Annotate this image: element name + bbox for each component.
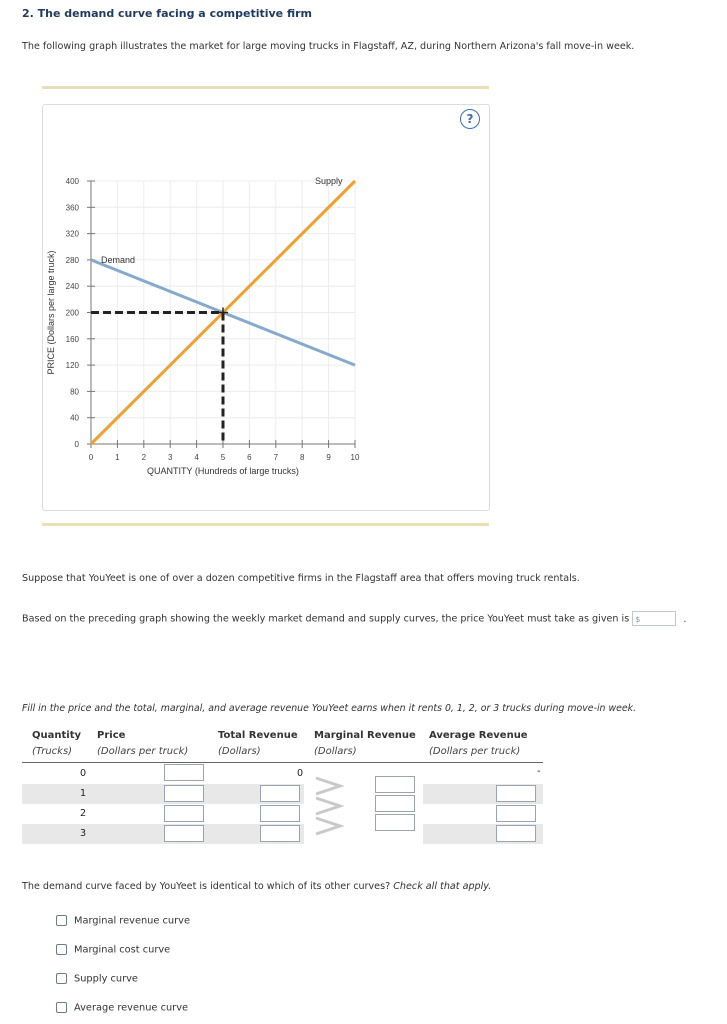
x-tick-label: 2: [141, 453, 147, 462]
y-tick-label: 360: [65, 203, 79, 213]
y-tick-label: 240: [65, 282, 79, 292]
checkbox[interactable]: [56, 915, 67, 926]
header-quantity: Quantity: [32, 730, 81, 741]
checkbox[interactable]: [56, 944, 67, 955]
x-tick-label: 10: [350, 453, 360, 462]
x-tick-label: 3: [167, 453, 173, 462]
option-supply-curve[interactable]: [56, 973, 138, 985]
chevron-right-icon: [316, 818, 340, 834]
divider-bottom: [42, 523, 489, 526]
total-revenue-input-1[interactable]: [260, 785, 300, 802]
y-tick-label: 0: [74, 440, 79, 449]
y-axis-label: PRICE (Dollars per large truck): [46, 250, 56, 375]
curve-question-hint: Check all that apply.: [393, 881, 492, 892]
chevron-right-icon: [316, 798, 340, 814]
y-tick-label: 320: [65, 229, 79, 239]
header-divider: [22, 762, 543, 763]
total-revenue-0: 0: [297, 768, 304, 779]
intro-text: The following graph illustrates the market for large moving trucks in Flagstaff, AZ, during Northern Arizona's fall move-in week.: [22, 41, 635, 52]
checkbox[interactable]: [56, 1002, 67, 1013]
y-tick-label: 40: [70, 413, 79, 423]
option-label: Average revenue curve: [74, 1002, 189, 1014]
curve-question-text: The demand curve faced by YouYeet is identical to which of its other curves?: [22, 881, 391, 892]
revenue-table: [22, 728, 543, 846]
option-marginal-revenue[interactable]: [56, 915, 190, 927]
marginal-revenue-input-1[interactable]: [375, 776, 415, 793]
header-quantity-unit: (Trucks): [32, 746, 73, 757]
checkbox[interactable]: [56, 973, 67, 984]
header-total-revenue: Total Revenue: [218, 730, 298, 741]
y-tick-label: 120: [65, 361, 79, 371]
price-question-end: .: [683, 613, 687, 625]
x-tick-label: 4: [194, 453, 199, 462]
header-average-revenue-unit: (Dollars per truck): [429, 746, 521, 757]
option-label: Supply curve: [74, 973, 138, 985]
price-input-3[interactable]: [164, 825, 204, 842]
x-tick-label: 8: [299, 453, 305, 462]
marginal-revenue-input-2[interactable]: [375, 795, 415, 812]
firm-description: Suppose that YouYeet is one of over a dozen competitive firms in the Flagstaff area that offers moving truck rentals.: [22, 573, 580, 584]
quantity-1: 1: [80, 788, 87, 799]
divider-top: [42, 86, 489, 89]
average-revenue-input-1[interactable]: [496, 785, 536, 802]
y-tick-label: 80: [70, 387, 79, 397]
chevron-right-icon: [316, 778, 340, 794]
quantity-2: 2: [80, 808, 87, 819]
marginal-revenue-arrows: [314, 776, 344, 836]
x-tick-label: 6: [247, 453, 252, 462]
average-revenue-input-3[interactable]: [496, 825, 536, 842]
y-tick-label: 280: [65, 255, 79, 265]
supply-label: Supply: [315, 176, 343, 186]
option-marginal-cost[interactable]: [56, 944, 170, 956]
price-input[interactable]: $: [632, 611, 676, 626]
header-price-unit: (Dollars per truck): [97, 746, 189, 757]
question-title: 2. The demand curve facing a competitive firm: [22, 7, 312, 20]
help-icon[interactable]: ?: [460, 109, 480, 129]
supply-demand-chart: [42, 104, 488, 509]
option-label: Marginal revenue curve: [74, 915, 190, 927]
marginal-revenue-input-3[interactable]: [375, 814, 415, 831]
header-price: Price: [97, 730, 126, 741]
header-average-revenue: Average Revenue: [429, 730, 528, 741]
y-tick-label: 400: [65, 177, 79, 186]
option-average-revenue[interactable]: [56, 1002, 188, 1014]
header-marginal-revenue: Marginal Revenue: [314, 730, 416, 741]
x-tick-label: 9: [326, 453, 331, 462]
price-input-2[interactable]: [164, 805, 204, 822]
demand-label: Demand: [101, 254, 136, 265]
price-question: [22, 611, 686, 626]
x-tick-label: 1: [115, 453, 120, 462]
price-input-1[interactable]: [164, 785, 204, 802]
x-tick-label: 5: [220, 453, 226, 462]
y-tick-label: 160: [65, 334, 79, 344]
quantity-3: 3: [80, 828, 87, 839]
option-label: Marginal cost curve: [74, 944, 171, 956]
quantity-0: 0: [80, 768, 87, 779]
header-marginal-revenue-unit: (Dollars): [314, 746, 357, 757]
x-tick-label: 7: [273, 453, 279, 462]
price-question-text: Based on the preceding graph showing the weekly market demand and supply curves, the price YouYeet must take as given is: [22, 613, 630, 625]
average-revenue-0: -: [537, 766, 541, 777]
price-input-0[interactable]: [164, 764, 204, 781]
x-tick-label: 0: [88, 453, 94, 462]
table-instructions: Fill in the price and the total, marginal, and average revenue YouYeet earns when it rents 0, 1, 2, or 3 trucks during move-in week.: [22, 703, 637, 714]
curve-question: [22, 881, 491, 892]
total-revenue-input-2[interactable]: [260, 805, 300, 822]
average-revenue-input-2[interactable]: [496, 805, 536, 822]
total-revenue-input-3[interactable]: [260, 825, 300, 842]
y-tick-label: 200: [65, 308, 79, 318]
x-axis-label: QUANTITY (Hundreds of large trucks): [147, 466, 299, 476]
header-total-revenue-unit: (Dollars): [218, 746, 261, 757]
